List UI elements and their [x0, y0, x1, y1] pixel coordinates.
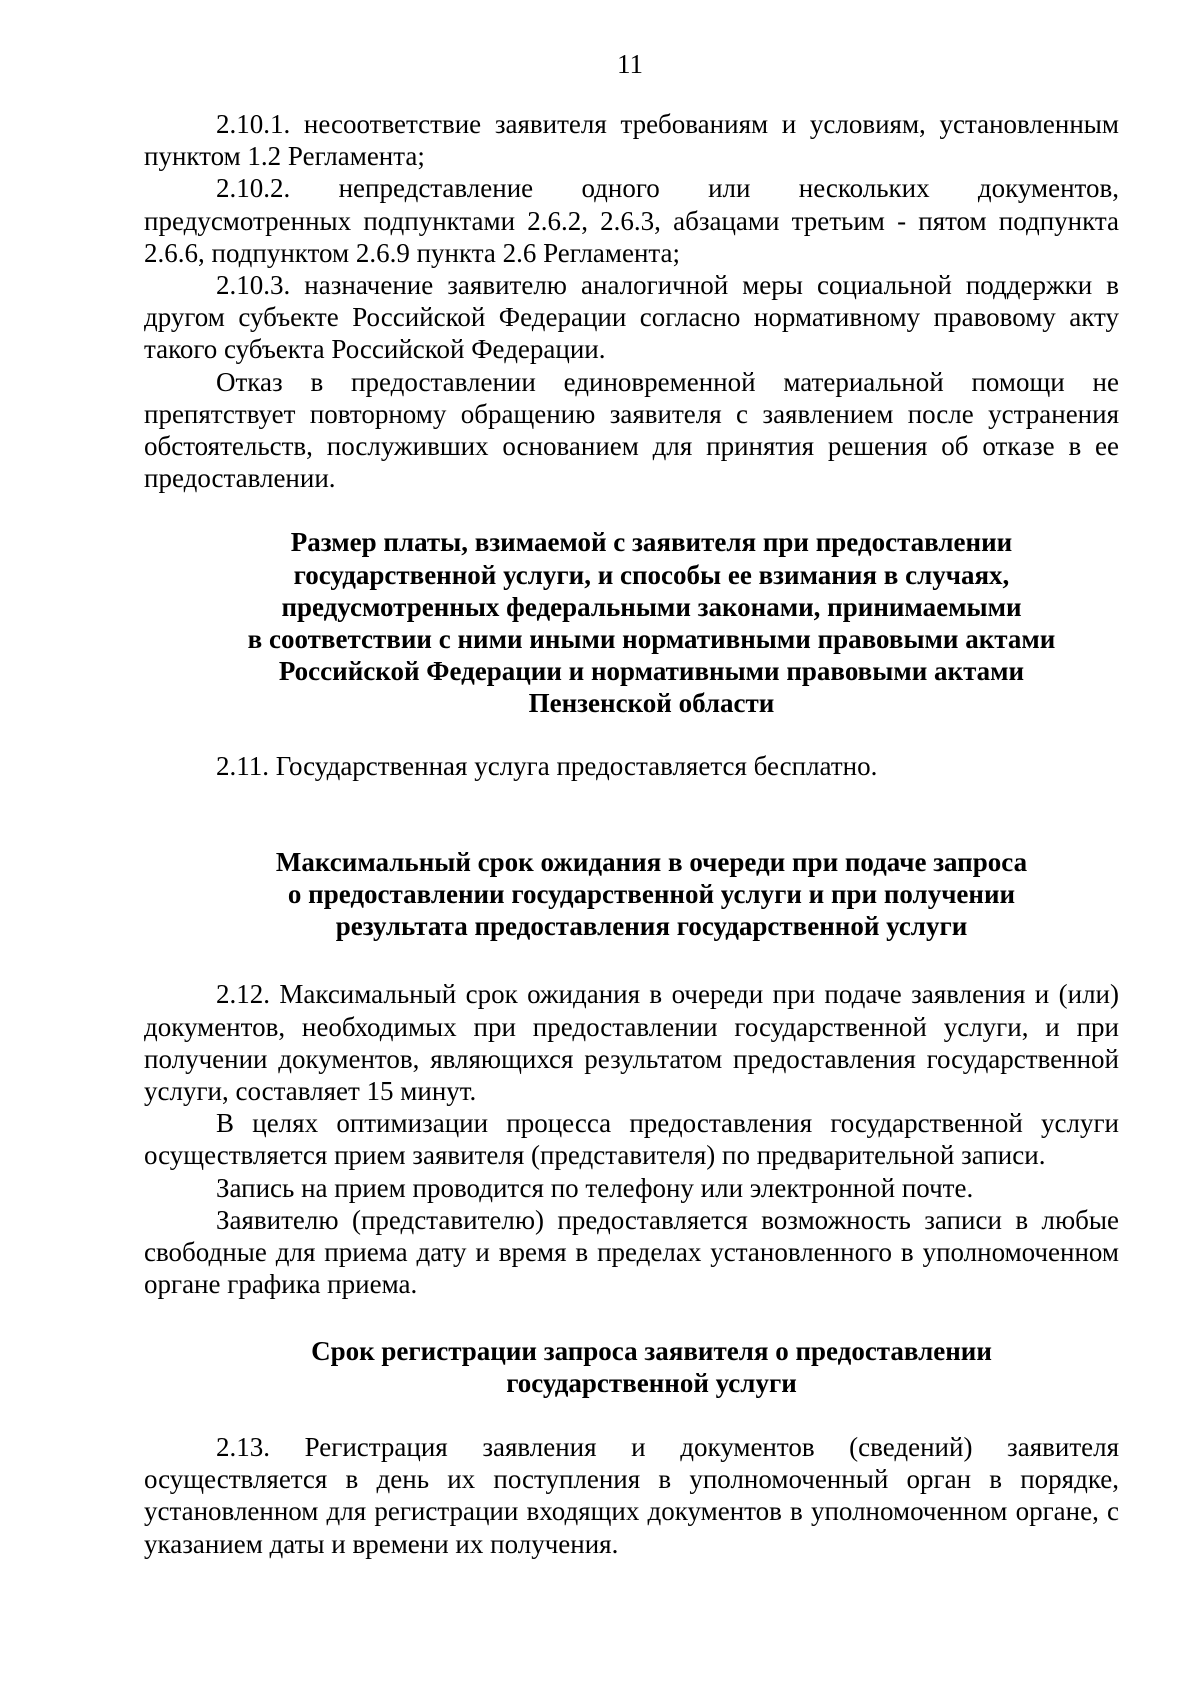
- paragraph-2-10-3: 2.10.3. назначение заявителю аналогичной меры социальной поддержки в другом субъекте Российской Федерации согласно нормативному правовому акту такого субъекта Российской Федерации.: [144, 270, 1119, 365]
- heading-line: Размер платы, взимаемой с заявителя при предоставлении: [290, 527, 1013, 558]
- heading-line: Пензенской области: [528, 688, 775, 719]
- heading-line: Российской Федерации и нормативными правовыми актами: [278, 656, 1025, 687]
- heading-line: Максимальный срок ожидания в очереди при подаче запроса: [275, 846, 1028, 877]
- document-body: [144, 108, 1119, 1560]
- heading-line: результата предоставления государственной услуги: [335, 911, 968, 942]
- heading-line: государственной услуги, и способы ее взимания в случаях,: [293, 559, 1010, 590]
- section-heading-waiting-time: [144, 846, 1119, 943]
- paragraph-appointment: В целях оптимизации процесса предоставления государственной услуги осуществляется прием заявителя (представителя) по предварительной записи.: [144, 1108, 1119, 1171]
- heading-line: о предоставлении государственной услуги и при получении: [287, 879, 1016, 910]
- paragraph-2-12: 2.12. Максимальный срок ожидания в очереди при подаче заявления и (или) документов, необходимых при предоставлении государственной услуги, и при получении документов, являющихся результатом предоставления государственной услуги, составляет 15 минут.: [144, 979, 1119, 1107]
- section-heading-registration: [144, 1335, 1119, 1399]
- heading-line: Срок регистрации запроса заявителя о предоставлении: [311, 1335, 992, 1366]
- paragraph-2-11: 2.11. Государственная услуга предоставляется бесплатно.: [216, 750, 878, 781]
- paragraph-schedule: Заявителю (представителю) предоставляется возможность записи в любые свободные для приема дату и время в пределах установленного в уполномоченном органе графика приема.: [144, 1204, 1119, 1300]
- paragraph-refusal: Отказ в предоставлении единовременной материальной помощи не препятствует повторному обращению заявителя с заявлением после устранения обстоятельств, послуживших основанием для принятия решения об отказе в ее предоставлении.: [144, 366, 1119, 494]
- paragraph-2-10-2: 2.10.2. непредставление одного или нескольких документов, предусмотренных подпунктами 2.6.2, 2.6.3, абзацами третьим - пятом подпункта 2.6.6, подпунктом 2.6.9 пункта 2.6 Регламента;: [144, 173, 1119, 268]
- page-number: 11: [617, 49, 643, 79]
- paragraph-2-10-1: 2.10.1. несоответствие заявителя требованиям и условиям, установленным пунктом 1.2 Регламента;: [144, 109, 1119, 172]
- section-heading-fee: [144, 526, 1119, 719]
- paragraph-2-13: 2.13. Регистрация заявления и документов (сведений) заявителя осуществляется в день их поступления в уполномоченный орган в порядке, установленном для регистрации входящих документов в уполномоченном органе, с указанием даты и времени их получения.: [144, 1431, 1119, 1559]
- heading-line: государственной услуги: [506, 1367, 797, 1398]
- heading-line: в соответствии с ними иными нормативными правовыми актами: [247, 624, 1056, 655]
- heading-line: предусмотренных федеральными законами, принимаемыми: [281, 591, 1022, 622]
- paragraph-booking: Запись на прием проводится по телефону или электронной почте.: [216, 1172, 974, 1203]
